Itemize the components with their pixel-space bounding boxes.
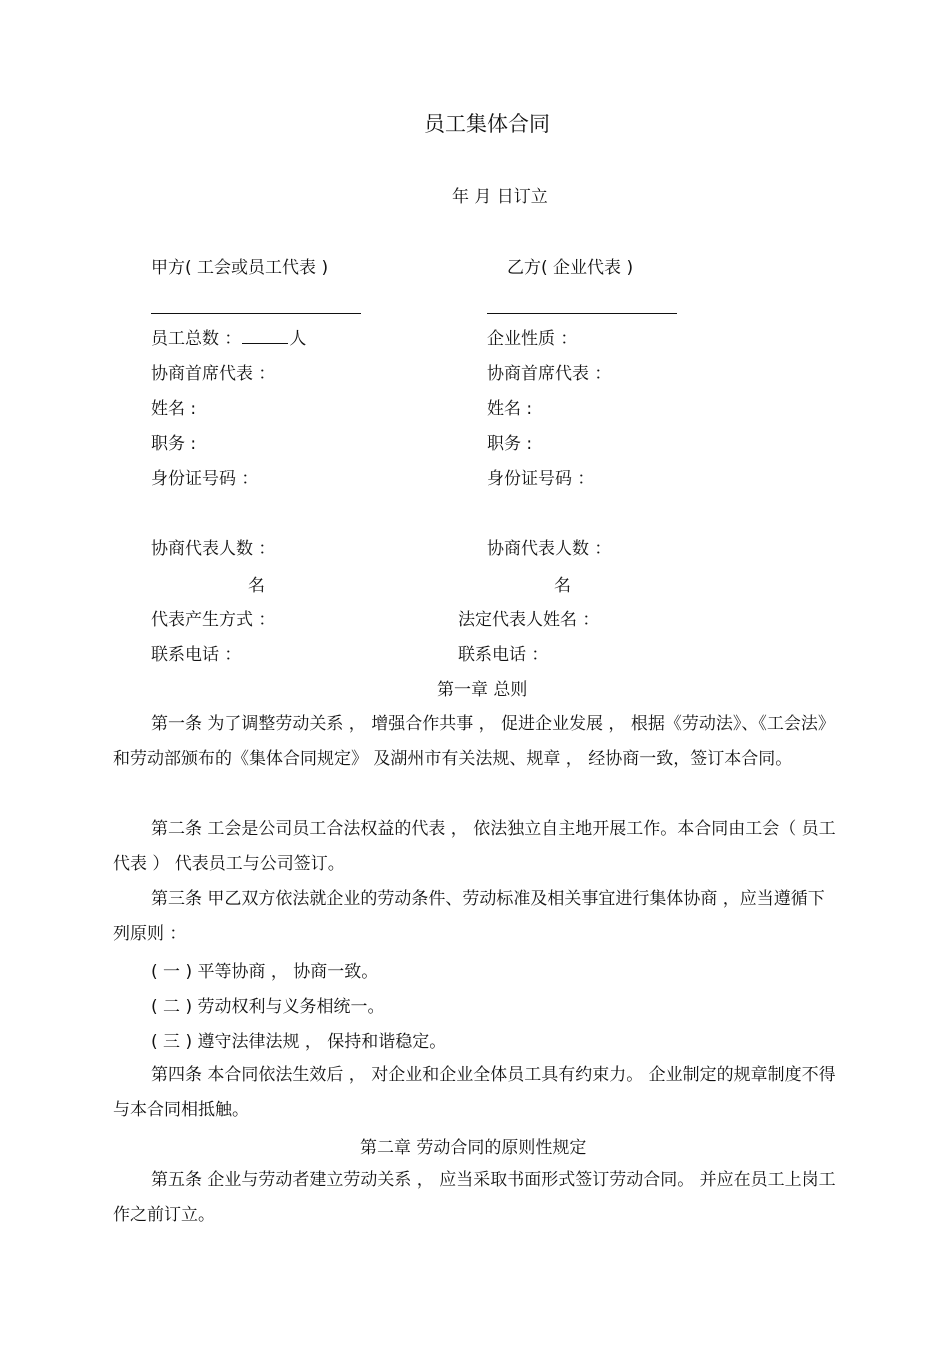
- party-b-enterprise-nature: 企业性质 ：: [487, 329, 578, 349]
- chapter-2-heading: 第二章 劳动合同的原则性规定: [360, 1138, 587, 1158]
- party-a-phone: 联系电话 ：: [151, 645, 242, 665]
- party-a-signature-line: [151, 313, 361, 314]
- party-b-position: 职务 :: [487, 434, 533, 454]
- party-b-signature-line: [487, 313, 677, 314]
- party-a-id-number: 身份证号码 ：: [151, 469, 259, 489]
- party-b-rep-count: 协商代表人数 ：: [487, 539, 612, 559]
- employee-count-label: 员工总数 ：: [151, 329, 242, 349]
- chapter-1-heading: 第一章 总则: [437, 680, 528, 700]
- party-b-legal-rep: 法定代表人姓名 ：: [458, 610, 600, 630]
- party-b-phone: 联系电话 ：: [458, 645, 549, 665]
- party-a-rep-unit: 名: [248, 576, 265, 596]
- party-b-chief-rep: 协商首席代表 ：: [487, 364, 612, 384]
- principle-item-1: ( 一 ) 平等协商 ， 协商一致。: [151, 962, 379, 982]
- article-2: 第二条 工会是公司员工合法权益的代表 ， 依法独立自主地开展工作。本合同由工会（ 员工代表 ） 代表员工与公司签订。: [113, 819, 836, 874]
- principle-item-3: ( 三 ) 遵守法律法规 ， 保持和谐稳定。: [151, 1032, 447, 1052]
- party-b-name: 姓名 :: [487, 399, 533, 419]
- document-title: 员工集体合同: [424, 112, 550, 136]
- party-a-chief-rep: 协商首席代表 ：: [151, 364, 276, 384]
- article-4: 第四条 本合同依法生效后 ， 对企业和企业全体员工具有约束力。 企业制定的规章制度不得与本合同相抵触。: [113, 1065, 836, 1120]
- article-3: 第三条 甲乙双方依法就企业的劳动条件、劳动标准及相关事宜进行集体协商 ，应当遵循下列原则 ：: [113, 889, 825, 944]
- article-1: 第一条 为了调整劳动关系 ， 增强合作共事 ， 促进企业发展 ， 根据《劳动法》、《工会法》 和劳动部颁布的《集体合同规定》 及湖州市有关法规、规章 ， 经协商一致，签订本合同。: [113, 714, 835, 769]
- party-b-rep-unit: 名: [554, 576, 571, 596]
- principle-item-2: ( 二 ) 劳动权利与义务相统一。: [151, 997, 385, 1017]
- party-a-employee-count: [151, 329, 306, 349]
- party-a-rep-method: 代表产生方式 ：: [151, 610, 276, 630]
- party-b-id-number: 身份证号码 ：: [487, 469, 595, 489]
- employee-count-blank: [242, 329, 288, 344]
- party-a-heading: 甲方( 工会或员工代表 ): [151, 258, 329, 278]
- party-a-name: 姓名 :: [151, 399, 197, 419]
- party-a-rep-count: 协商代表人数 ：: [151, 539, 276, 559]
- party-b-heading: 乙方( 企业代表 ): [507, 258, 634, 278]
- employee-count-unit: 人: [289, 329, 307, 349]
- article-5: 第五条 企业与劳动者建立劳动关系 ， 应当采取书面形式签订劳动合同。 并应在员工上岗工作之前订立。: [113, 1170, 836, 1225]
- date-line: 年 月 日订立: [452, 187, 548, 207]
- party-a-position: 职务 :: [151, 434, 197, 454]
